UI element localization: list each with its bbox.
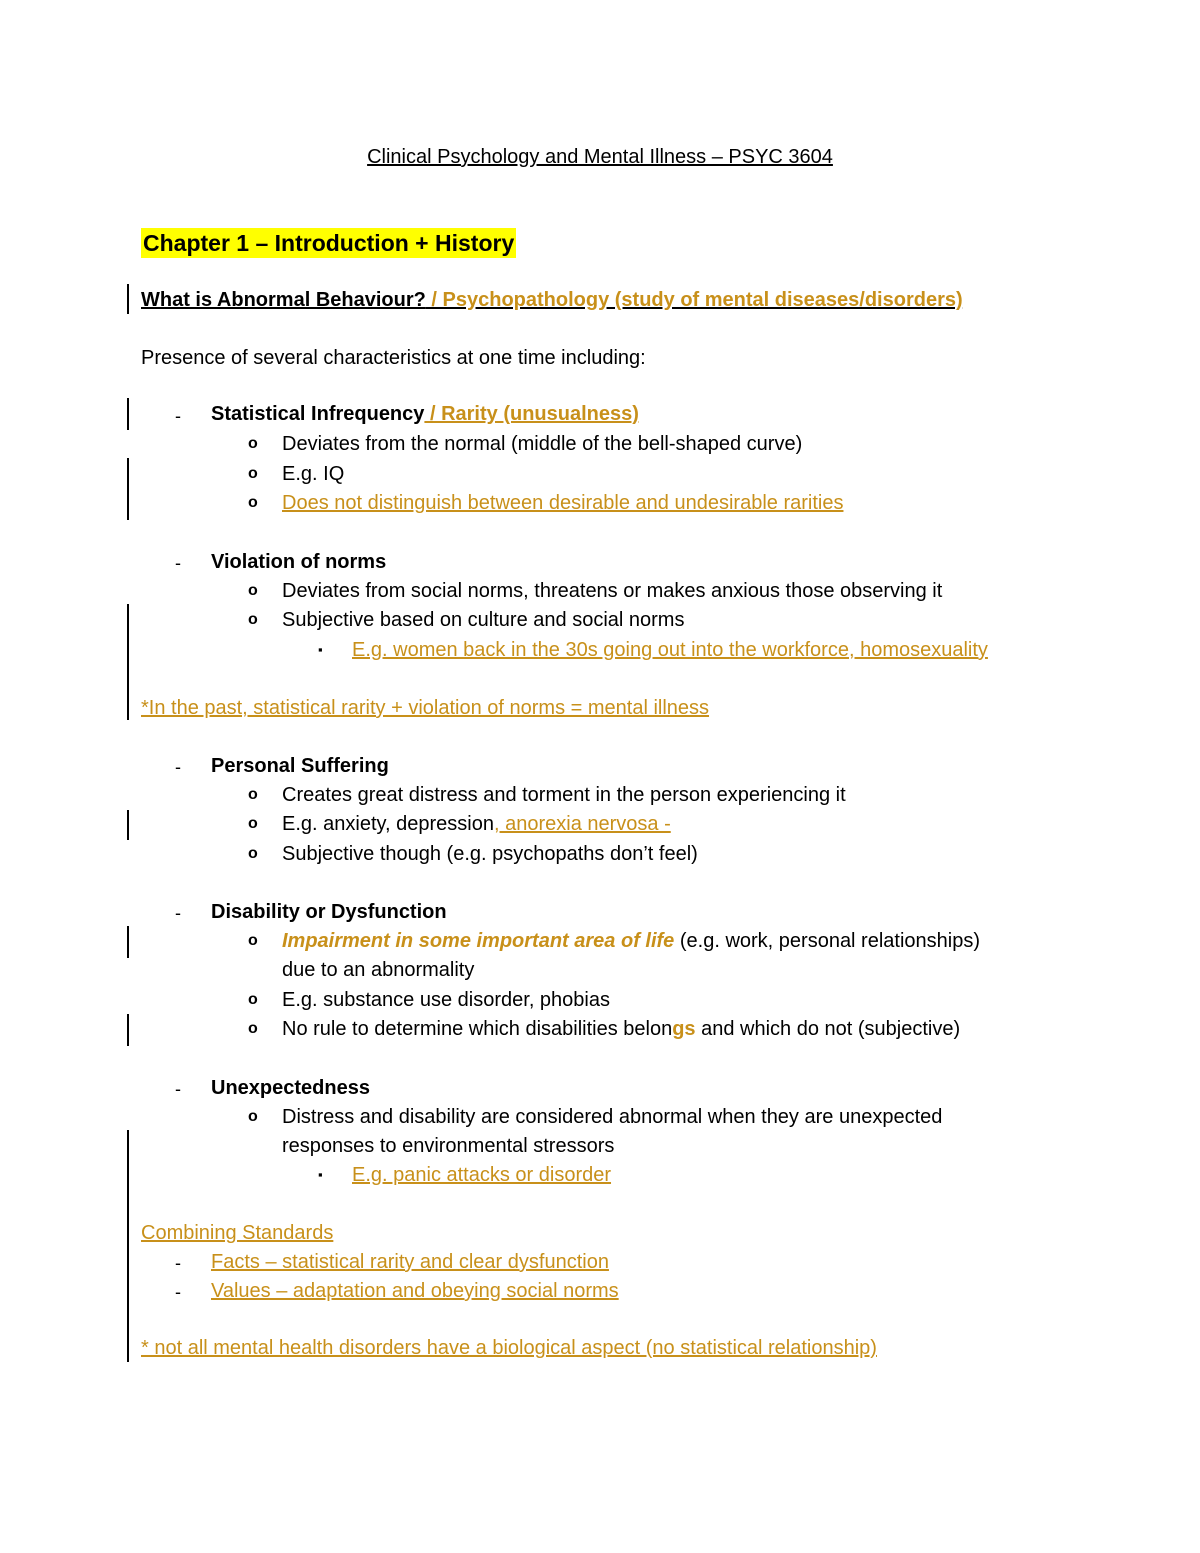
criterion-norms-title: Violation of norms (211, 551, 387, 573)
sub-list-item: E.g. women back in the 30s going out into the workforce, homosexuality (352, 639, 988, 661)
document-title: Clinical Psychology and Mental Illness – PSYC 3604 (367, 146, 833, 168)
circle-bullet: o (248, 494, 258, 511)
dash-bullet: - (175, 1253, 181, 1273)
revision-bar (127, 1014, 129, 1046)
sub-list-item: E.g. panic attacks or disorder (352, 1164, 612, 1186)
list-item-text: E.g. anxiety, depression (282, 813, 494, 835)
circle-bullet: o (248, 845, 258, 862)
past-note: *In the past, statistical rarity + violation of norms = mental illness (141, 697, 710, 719)
criterion-unexpectedness-title: Unexpectedness (211, 1077, 370, 1099)
list-item-continuation: due to an abnormality (282, 959, 475, 981)
list-item-text: No rule to determine which disabilities belon (282, 1018, 673, 1040)
dash-bullet: - (175, 1282, 181, 1302)
square-bullet: ▪ (318, 642, 323, 657)
revision-bar (127, 398, 129, 430)
criterion-statistical-note: / Rarity (unusualness) (424, 403, 639, 425)
list-item: Values – adaptation and obeying social norms (211, 1280, 619, 1302)
dash-bullet: - (175, 553, 181, 573)
criterion-suffering-title: Personal Suffering (211, 755, 389, 777)
list-item: Distress and disability are considered abnormal when they are unexpected (282, 1106, 943, 1128)
circle-bullet: o (248, 435, 258, 452)
list-item (282, 929, 980, 953)
revision-bar (127, 284, 129, 314)
circle-bullet: o (248, 582, 258, 599)
revision-bar (127, 604, 129, 720)
final-note: * not all mental health disorders have a biological aspect (no statistical relationship) (141, 1337, 877, 1359)
list-item-edit: gs (672, 1018, 696, 1040)
circle-bullet: o (248, 815, 258, 832)
criterion-disability-title: Disability or Dysfunction (211, 901, 447, 923)
list-item: Subjective based on culture and social norms (282, 609, 685, 631)
intro-text: Presence of several characteristics at one time including: (141, 347, 646, 369)
chapter-heading: Chapter 1 – Introduction + History (143, 230, 515, 256)
circle-bullet: o (248, 932, 258, 949)
list-item-note: , anorexia nervosa - (493, 813, 671, 835)
circle-bullet: o (248, 611, 258, 628)
dash-bullet: - (175, 757, 181, 777)
criterion-statistical (211, 402, 639, 426)
dash-bullet: - (175, 903, 181, 923)
list-item (282, 812, 671, 836)
list-item: Does not distinguish between desirable and undesirable rarities (282, 492, 844, 514)
section-heading-note: / Psychopathology (study of mental diseases/disorders) (425, 289, 963, 311)
dash-bullet: - (175, 1079, 181, 1099)
section-heading-main: What is Abnormal Behaviour? (141, 289, 426, 311)
revision-bar (127, 458, 129, 520)
list-item (282, 1017, 960, 1041)
list-item-emphasis: Impairment in some important area of life (282, 930, 675, 952)
list-item-text: (e.g. work, personal relationships) (674, 930, 981, 952)
circle-bullet: o (248, 1020, 258, 1037)
list-item: E.g. substance use disorder, phobias (282, 989, 610, 1011)
circle-bullet: o (248, 1108, 258, 1125)
circle-bullet: o (248, 991, 258, 1008)
dash-bullet: - (175, 406, 181, 426)
list-item-continuation: responses to environmental stressors (282, 1135, 615, 1157)
list-item: Deviates from the normal (middle of the bell-shaped curve) (282, 433, 803, 455)
list-item-text: and which do not (subjective) (695, 1018, 961, 1040)
criterion-statistical-title: Statistical Infrequency (211, 403, 425, 425)
revision-bar (127, 926, 129, 958)
list-item: Facts – statistical rarity and clear dysfunction (211, 1251, 609, 1273)
square-bullet: ▪ (318, 1167, 323, 1182)
list-item: E.g. IQ (282, 463, 345, 485)
list-item: Subjective though (e.g. psychopaths don’t feel) (282, 843, 698, 865)
list-item: Deviates from social norms, threatens or makes anxious those observing it (282, 580, 943, 602)
revision-bar (127, 1130, 129, 1362)
section-heading (141, 288, 963, 312)
circle-bullet: o (248, 465, 258, 482)
revision-bar (127, 810, 129, 840)
circle-bullet: o (248, 786, 258, 803)
list-item: Creates great distress and torment in the person experiencing it (282, 784, 846, 806)
combining-heading: Combining Standards (141, 1222, 334, 1244)
